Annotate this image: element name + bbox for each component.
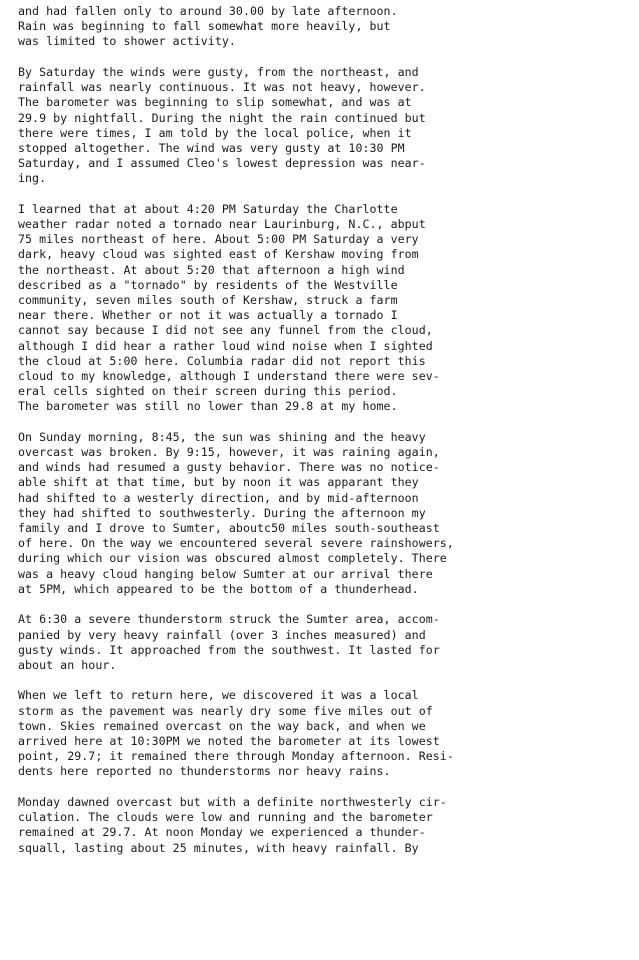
text-line: of here. On the way we encountered several severe rainshowers, [18, 536, 454, 551]
text-line: was limited to shower activity. [18, 34, 236, 49]
paragraph [18, 612, 633, 673]
text-line: there were times, I am told by the local police, when it [18, 125, 412, 140]
text-line: eral cells sighted on their screen during this period. [18, 384, 398, 399]
text-line: The barometer was beginning to slip somewhat, and was at [18, 95, 412, 110]
text-line: and winds had resumed a gusty behavior. There was no notice- [18, 460, 440, 475]
paragraph [18, 202, 633, 415]
text-line: they had shifted to southwesterly. During the afternoon my [18, 505, 426, 520]
paragraph [18, 795, 633, 856]
text-line: The barometer was still no lower than 29.8 at my home. [18, 399, 398, 414]
text-line: By Saturday the winds were gusty, from the northeast, and [18, 64, 419, 79]
text-line: point, 29.7; it remained there through Monday afternoon. Resi- [18, 749, 454, 764]
text-line: On Sunday morning, 8:45, the sun was shining and the heavy [18, 429, 426, 444]
text-line: at 5PM, which appeared to be the bottom of a thunderhead. [18, 581, 419, 596]
text-line: and had fallen only to around 30.00 by late afternoon. [18, 4, 398, 18]
text-line: gusty winds. It approached from the southwest. It lasted for [18, 642, 440, 657]
text-line: storm as the pavement was nearly dry some five miles out of [18, 703, 433, 718]
paragraph [18, 4, 633, 50]
text-line: Rain was beginning to fall somewhat more heavily, but [18, 19, 391, 34]
text-line: dark, heavy cloud was sighted east of Kershaw moving from [18, 247, 419, 262]
paragraph [18, 65, 633, 187]
text-line: dents here reported no thunderstorms nor heavy rains. [18, 764, 391, 779]
paragraph [18, 430, 633, 597]
text-line: the cloud at 5:00 here. Columbia radar did not report this [18, 353, 426, 368]
text-line: stopped altogether. The wind was very gusty at 10:30 PM [18, 140, 405, 155]
text-line: weather radar noted a tornado near Laurinburg, N.C., abput [18, 217, 426, 232]
typewritten-page [18, 4, 633, 871]
text-line: family and I drove to Sumter, aboutc50 miles south-southeast [18, 520, 440, 535]
text-line: although I did hear a rather loud wind noise when I sighted [18, 338, 433, 353]
text-line: described as a "tornado" by residents of the Westville [18, 277, 398, 292]
text-line: was a heavy cloud hanging below Sumter at our arrival there [18, 566, 433, 581]
text-line: cloud to my knowledge, although I understand there were sev- [18, 368, 440, 383]
text-line: ing. [18, 171, 47, 186]
text-line: 75 miles northeast of here. About 5:00 PM Saturday a very [18, 232, 419, 247]
text-line: 29.9 by nightfall. During the night the rain continued but [18, 110, 426, 125]
text-line: community, seven miles south of Kershaw, struck a farm [18, 292, 398, 307]
paragraph [18, 688, 633, 779]
text-line: squall, lasting about 25 minutes, with heavy rainfall. By [18, 840, 419, 855]
text-line: When we left to return here, we discovered it was a local [18, 688, 419, 703]
text-line: culation. The clouds were low and running and the barometer [18, 810, 433, 825]
text-line: remained at 29.7. At noon Monday we experienced a thunder- [18, 825, 426, 840]
text-line: Saturday, and I assumed Cleo's lowest depression was near- [18, 156, 426, 171]
text-line: had shifted to a westerly direction, and by mid-afternoon [18, 490, 419, 505]
text-line: during which our vision was obscured almost completely. There [18, 551, 447, 566]
text-line: about an hour. [18, 657, 117, 672]
text-line: the northeast. At about 5:20 that afternoon a high wind [18, 262, 405, 277]
text-line: rainfall was nearly continuous. It was not heavy, however. [18, 80, 426, 95]
text-line: panied by very heavy rainfall (over 3 inches measured) and [18, 627, 426, 642]
text-line: able shift at that time, but by noon it was apparant they [18, 475, 419, 490]
text-line: cannot say because I did not see any funnel from the cloud, [18, 323, 433, 338]
text-line: Monday dawned overcast but with a definite northwesterly cir- [18, 794, 447, 809]
text-line: At 6:30 a severe thunderstorm struck the Sumter area, accom- [18, 612, 440, 627]
text-line: near there. Whether or not it was actually a tornado I [18, 308, 398, 323]
text-line: arrived here at 10:30PM we noted the barometer at its lowest [18, 734, 440, 749]
text-line: I learned that at about 4:20 PM Saturday the Charlotte [18, 201, 398, 216]
text-line: town. Skies remained overcast on the way back, and when we [18, 718, 426, 733]
text-line: overcast was broken. By 9:15, however, it was raining again, [18, 445, 440, 460]
